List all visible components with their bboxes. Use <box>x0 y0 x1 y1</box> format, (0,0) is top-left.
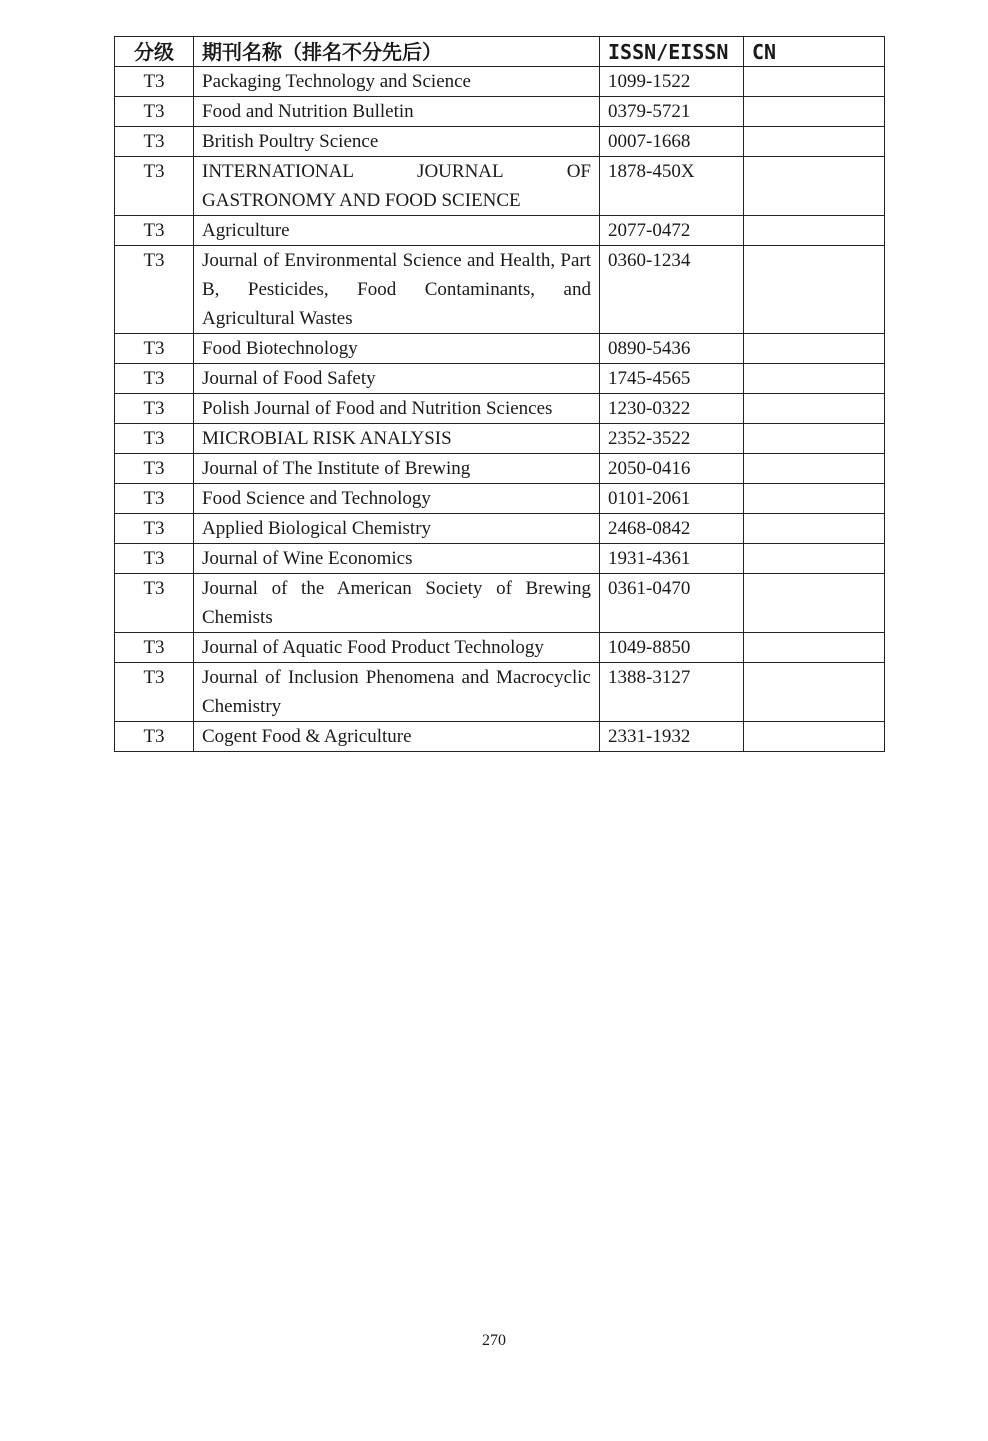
cn-cell <box>744 157 885 216</box>
journal-name-cell: Journal of Environmental Science and Health, Part B, Pesticides, Food Contaminants, and Agricultural Wastes <box>194 246 600 334</box>
level-cell: T3 <box>115 334 194 364</box>
journal-name-cell: British Poultry Science <box>194 127 600 157</box>
level-cell: T3 <box>115 454 194 484</box>
level-cell: T3 <box>115 544 194 574</box>
table-header-row <box>115 37 885 67</box>
issn-cell: 2468-0842 <box>600 514 744 544</box>
issn-cell: 2050-0416 <box>600 454 744 484</box>
table-row <box>115 334 885 364</box>
issn-cell: 1931-4361 <box>600 544 744 574</box>
issn-cell: 2352-3522 <box>600 424 744 454</box>
table-row <box>115 544 885 574</box>
cn-cell <box>744 364 885 394</box>
level-cell: T3 <box>115 424 194 454</box>
issn-cell: 1099-1522 <box>600 67 744 97</box>
journal-name-cell: Food Science and Technology <box>194 484 600 514</box>
table-row <box>115 97 885 127</box>
header-cn: CN <box>744 37 885 67</box>
table-row <box>115 424 885 454</box>
issn-cell: 1878-450X <box>600 157 744 216</box>
level-cell: T3 <box>115 722 194 752</box>
table-row <box>115 67 885 97</box>
table-row <box>115 663 885 722</box>
issn-cell: 0007-1668 <box>600 127 744 157</box>
level-cell: T3 <box>115 574 194 633</box>
journal-name-cell: Journal of Aquatic Food Product Technology <box>194 633 600 663</box>
table-body <box>115 67 885 752</box>
header-issn: ISSN/EISSN <box>600 37 744 67</box>
issn-cell: 1745-4565 <box>600 364 744 394</box>
cn-cell <box>744 127 885 157</box>
cn-cell <box>744 394 885 424</box>
table-row <box>115 246 885 334</box>
issn-cell: 1049-8850 <box>600 633 744 663</box>
journal-name-cell: Journal of the American Society of Brewing Chemists <box>194 574 600 633</box>
issn-cell: 0360-1234 <box>600 246 744 334</box>
journal-name-cell: MICROBIAL RISK ANALYSIS <box>194 424 600 454</box>
level-cell: T3 <box>115 246 194 334</box>
issn-cell: 0101-2061 <box>600 484 744 514</box>
journal-name-cell: Journal of Food Safety <box>194 364 600 394</box>
issn-cell: 0890-5436 <box>600 334 744 364</box>
journal-name-cell: Food and Nutrition Bulletin <box>194 97 600 127</box>
table-row <box>115 216 885 246</box>
level-cell: T3 <box>115 67 194 97</box>
cn-cell <box>744 633 885 663</box>
cn-cell <box>744 216 885 246</box>
issn-cell: 1230-0322 <box>600 394 744 424</box>
journal-table <box>114 36 885 752</box>
cn-cell <box>744 484 885 514</box>
cn-cell <box>744 424 885 454</box>
journal-name-cell: Cogent Food & Agriculture <box>194 722 600 752</box>
level-cell: T3 <box>115 97 194 127</box>
journal-name-cell: Packaging Technology and Science <box>194 67 600 97</box>
cn-cell <box>744 514 885 544</box>
cn-cell <box>744 544 885 574</box>
journal-name-cell: Journal of Inclusion Phenomena and Macrocyclic Chemistry <box>194 663 600 722</box>
table-row <box>115 514 885 544</box>
table-row <box>115 157 885 216</box>
cn-cell <box>744 67 885 97</box>
journal-name-cell: Food Biotechnology <box>194 334 600 364</box>
level-cell: T3 <box>115 663 194 722</box>
journal-name-cell: Applied Biological Chemistry <box>194 514 600 544</box>
cn-cell <box>744 454 885 484</box>
level-cell: T3 <box>115 157 194 216</box>
header-journal-name: 期刊名称（排名不分先后） <box>194 37 600 67</box>
journal-name-cell: INTERNATIONAL JOURNAL OF GASTRONOMY AND FOOD SCIENCE <box>194 157 600 216</box>
cn-cell <box>744 246 885 334</box>
table-row <box>115 484 885 514</box>
table-row <box>115 394 885 424</box>
header-level: 分级 <box>115 37 194 67</box>
journal-name-cell: Polish Journal of Food and Nutrition Sciences <box>194 394 600 424</box>
cn-cell <box>744 334 885 364</box>
table-row <box>115 574 885 633</box>
level-cell: T3 <box>115 127 194 157</box>
level-cell: T3 <box>115 364 194 394</box>
table-row <box>115 633 885 663</box>
cn-cell <box>744 722 885 752</box>
cn-cell <box>744 663 885 722</box>
table-row <box>115 364 885 394</box>
cn-cell <box>744 97 885 127</box>
table-row <box>115 454 885 484</box>
issn-cell: 1388-3127 <box>600 663 744 722</box>
table-row <box>115 127 885 157</box>
journal-name-cell: Journal of Wine Economics <box>194 544 600 574</box>
level-cell: T3 <box>115 633 194 663</box>
table-row <box>115 722 885 752</box>
level-cell: T3 <box>115 216 194 246</box>
issn-cell: 0379-5721 <box>600 97 744 127</box>
cn-cell <box>744 574 885 633</box>
page-number: 270 <box>482 1332 506 1349</box>
level-cell: T3 <box>115 484 194 514</box>
journal-name-cell: Journal of The Institute of Brewing <box>194 454 600 484</box>
journal-name-cell: Agriculture <box>194 216 600 246</box>
level-cell: T3 <box>115 394 194 424</box>
level-cell: T3 <box>115 514 194 544</box>
issn-cell: 2077-0472 <box>600 216 744 246</box>
issn-cell: 0361-0470 <box>600 574 744 633</box>
issn-cell: 2331-1932 <box>600 722 744 752</box>
